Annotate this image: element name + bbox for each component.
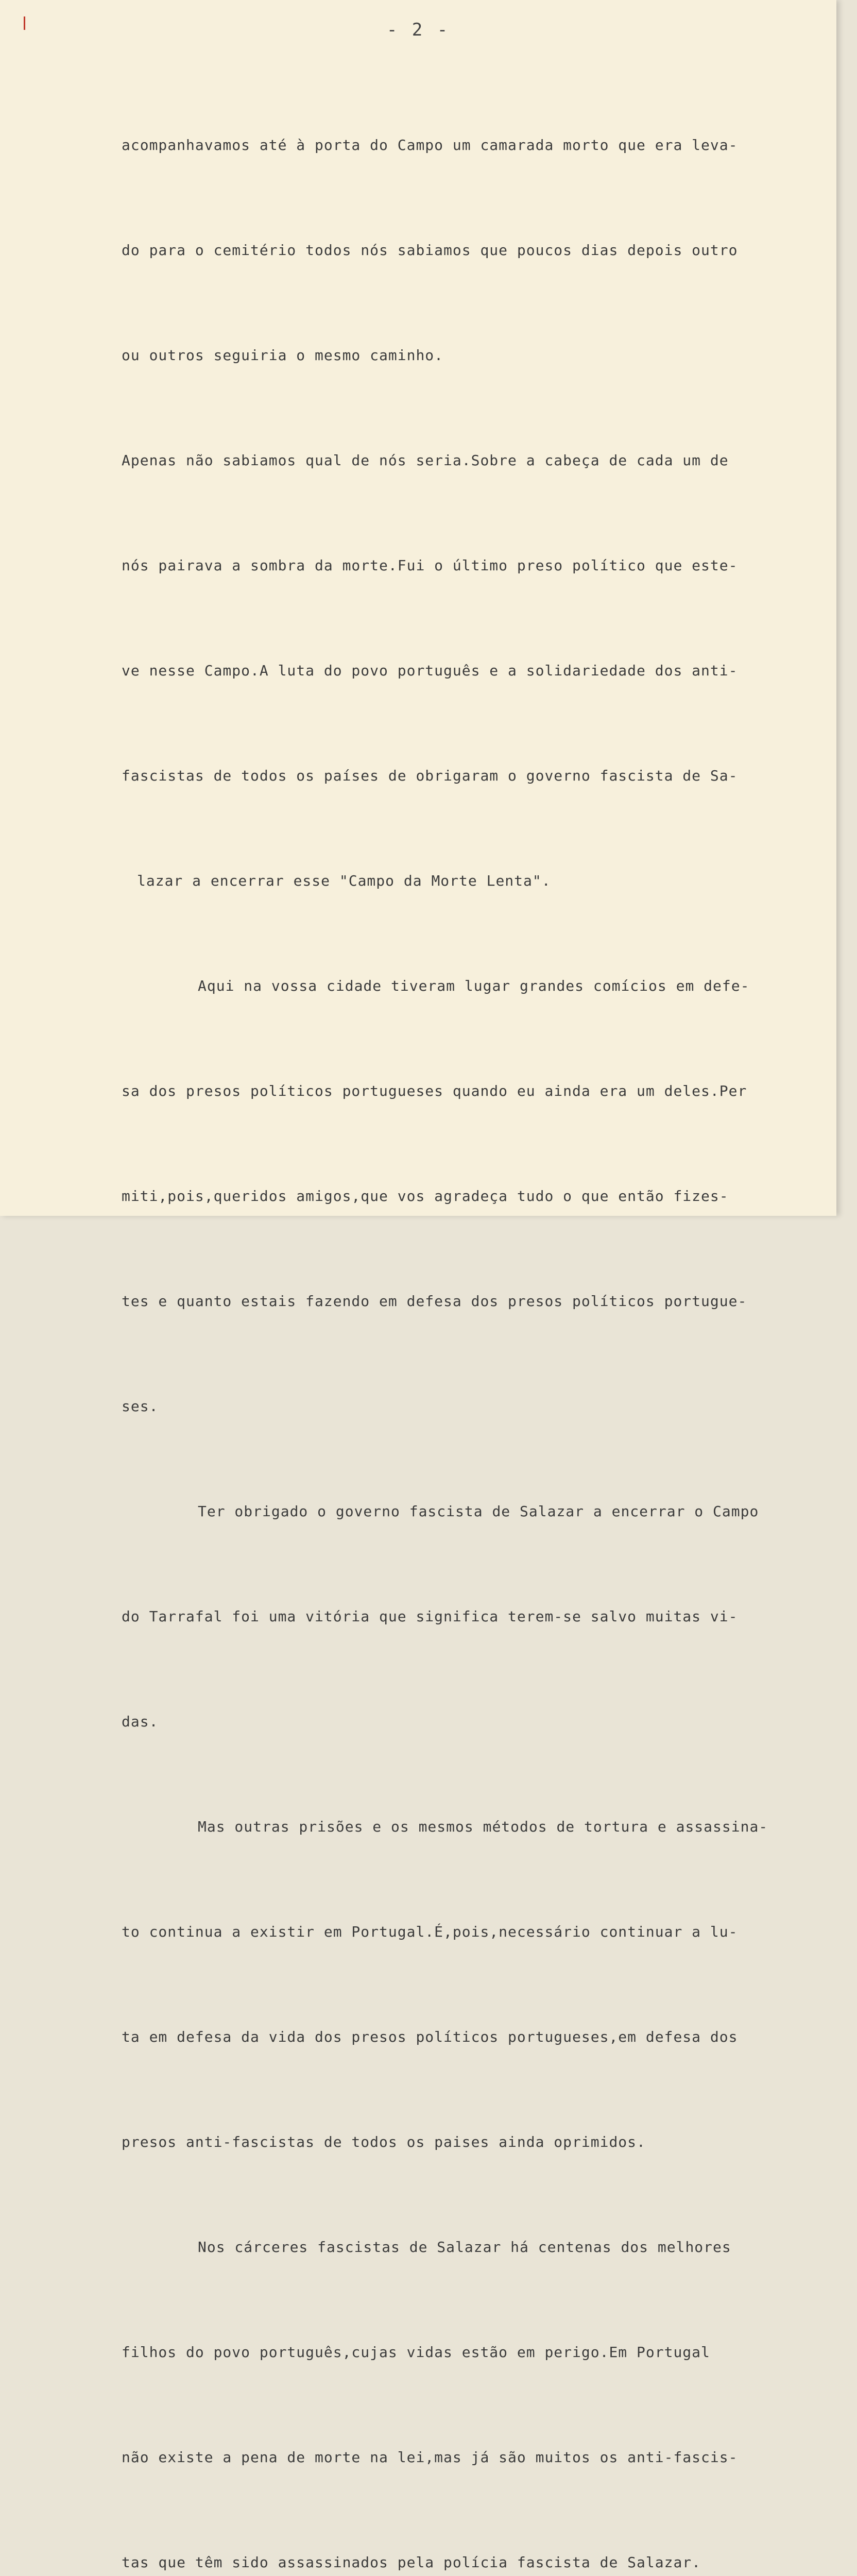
text-line: acompanhavamos até à porta do Campo um camarada morto que era leva-: [122, 137, 738, 154]
text-line: não existe a pena de morte na lei,mas já são muitos os anti-fascis-: [122, 2449, 738, 2466]
text-line: presos anti-fascistas de todos os paises ainda oprimidos.: [122, 2133, 646, 2150]
text-line: do para o cemitério todos nós sabiamos que poucos dias depois outro: [122, 242, 738, 259]
text-line: do Tarrafal foi uma vitória que significa terem-se salvo muitas vi-: [122, 1608, 738, 1625]
text-line: ta em defesa da vida dos presos políticos portugueses,em defesa dos: [122, 2028, 738, 2045]
text-line: Aqui na vossa cidade tiveram lugar grandes comícios em defe-: [198, 977, 750, 994]
text-line: Mas outras prisões e os mesmos métodos de tortura e assassina-: [198, 1818, 768, 1835]
text-line: ve nesse Campo.A luta do povo português e a solidariedade dos anti-: [122, 662, 738, 679]
text-line: to continua a existir em Portugal.É,pois,necessário continuar a lu-: [122, 1923, 738, 1940]
text-line: fascistas de todos os países de obrigaram o governo fascista de Sa-: [122, 767, 738, 784]
text-line: lazar a encerrar esse "Campo da Morte Lenta".: [137, 872, 551, 889]
text-line: Nos cárceres fascistas de Salazar há centenas dos melhores: [198, 2239, 731, 2256]
text-line: tas que têm sido assassinados pela polícia fascista de Salazar.: [122, 2554, 701, 2571]
text-line: Ter obrigado o governo fascista de Salazar a encerrar o Campo: [198, 1503, 759, 1520]
text-line: das.: [122, 1713, 159, 1730]
text-line: Apenas não sabiamos qual de nós seria.Sobre a cabeça de cada um de: [122, 452, 729, 469]
text-line: miti,pois,queridos amigos,que vos agradeça tudo o que então fizes-: [122, 1188, 729, 1205]
text-line: ou outros seguiria o mesmo caminho.: [122, 347, 444, 364]
page-number: - 2 -: [386, 20, 450, 40]
text-line: filhos do povo português,cujas vidas estão em perigo.Em Portugal: [122, 2344, 710, 2361]
text-line: ses.: [122, 1398, 159, 1415]
text-line: nós pairava a sombra da morte.Fui o último preso político que este-: [122, 557, 738, 574]
typed-text-body: [122, 58, 843, 2576]
text-line: sa dos presos políticos portugueses quando eu ainda era um deles.Per: [122, 1082, 747, 1099]
text-line: tes e quanto estais fazendo em defesa dos presos políticos portugue-: [122, 1293, 747, 1310]
